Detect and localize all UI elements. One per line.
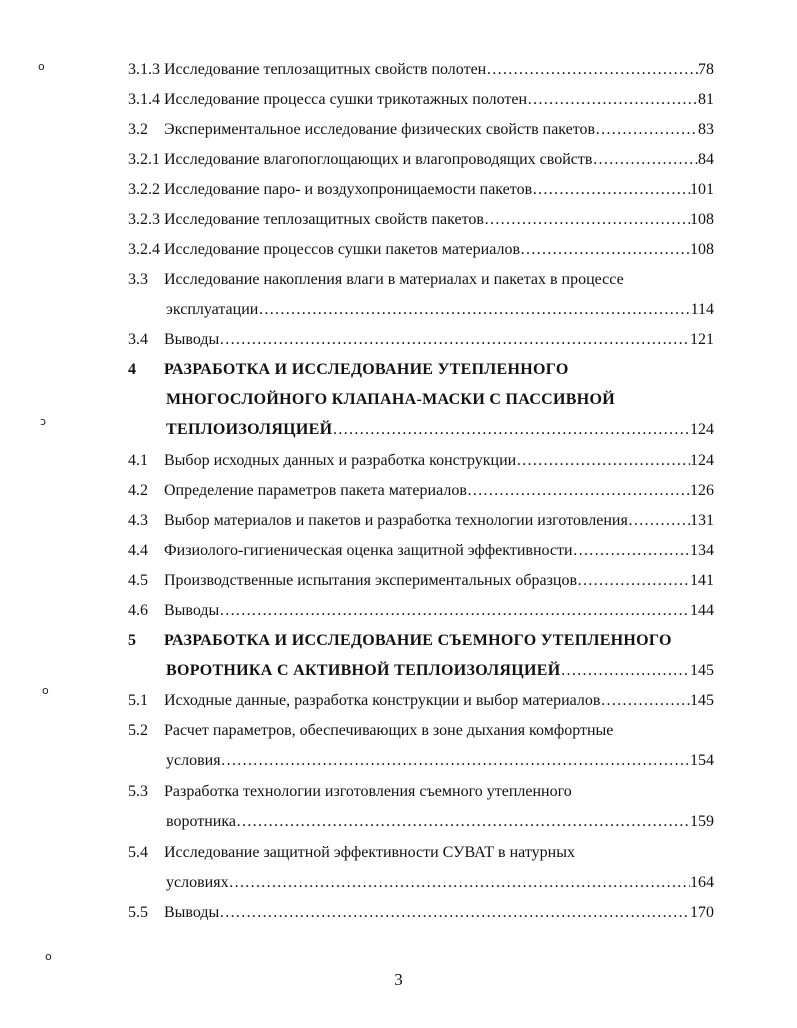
dot-leader xyxy=(573,541,690,561)
entry-page: 159 xyxy=(690,813,714,830)
toc-entry xyxy=(128,120,714,140)
entry-title: Производственные испытания экспериментальных образцов xyxy=(164,572,578,589)
toc-entry xyxy=(128,481,714,501)
page-number: 3 xyxy=(394,970,403,989)
margin-mark: ɔ xyxy=(40,415,47,428)
entry-number: 3.1.4 xyxy=(128,91,160,108)
entry-title: Исходные данные, разработка конструкции и выбор материалов xyxy=(164,692,601,709)
entry-title: Выбор материалов и пакетов и разработка технологии изготовления xyxy=(164,512,628,529)
entry-title-continuation: воротника xyxy=(166,813,236,830)
toc-entry xyxy=(128,631,714,651)
entry-number: 4.4 xyxy=(128,542,148,559)
entry-title: Исследование теплозащитных свойств пакетов xyxy=(164,211,484,228)
entry-page: 108 xyxy=(690,211,714,228)
entry-page: 145 xyxy=(690,692,714,709)
entry-title-continuation: условиях xyxy=(166,874,229,891)
entry-title: Выводы xyxy=(164,602,220,619)
entry-title: Физиолого-гигиеническая оценка защитной эффективности xyxy=(164,542,573,559)
entry-title: Определение параметров пакета материалов xyxy=(164,482,467,499)
toc-entry xyxy=(128,782,714,802)
entry-page: 121 xyxy=(690,331,714,348)
toc-entry-continuation xyxy=(128,812,714,832)
toc-entry xyxy=(128,150,714,170)
entry-page: 170 xyxy=(690,904,714,921)
toc-entry-continuation xyxy=(128,390,714,410)
entry-page: 145 xyxy=(690,662,714,679)
entry-page: 131 xyxy=(690,512,714,529)
entry-page: 108 xyxy=(690,241,714,258)
dot-leader xyxy=(219,601,690,621)
entry-title: Расчет параметров, обеспечивающих в зоне дыхания комфортные xyxy=(164,722,614,739)
toc-entry xyxy=(128,843,714,863)
dot-leader xyxy=(221,751,690,771)
dot-leader xyxy=(467,481,690,501)
toc-entry xyxy=(128,691,714,711)
toc-entry xyxy=(128,511,714,531)
entry-page: 126 xyxy=(690,482,714,499)
dot-leader xyxy=(332,420,690,440)
entry-title: Исследование защитной эффективности СУВАТ в натурных xyxy=(164,844,575,861)
toc-entry-continuation xyxy=(128,420,714,440)
dot-leader xyxy=(516,451,690,471)
toc-entry-continuation xyxy=(128,751,714,771)
entry-number: 3.2 xyxy=(128,121,148,138)
dot-leader xyxy=(560,661,690,681)
entry-page: 141 xyxy=(690,572,714,589)
entry-title: Исследование теплозащитных свойств полотен xyxy=(164,61,487,78)
entry-title: РАЗРАБОТКА И ИССЛЕДОВАНИЕ СЪЕМНОГО УТЕПЛЕННОГО xyxy=(164,632,672,649)
entry-page: 144 xyxy=(690,602,714,619)
entry-number: 5 xyxy=(128,632,136,649)
dot-leader xyxy=(595,120,698,140)
toc-entry xyxy=(128,601,714,621)
entry-title: Исследование процесса сушки трикотажных полотен xyxy=(164,91,528,108)
toc-entry xyxy=(128,210,714,230)
entry-title: Выводы xyxy=(164,904,220,921)
dot-leader xyxy=(484,210,690,230)
toc-entry xyxy=(128,330,714,350)
entry-page: 101 xyxy=(690,181,714,198)
entry-page: 124 xyxy=(690,452,714,469)
toc-entry xyxy=(128,571,714,591)
toc-entry xyxy=(128,270,714,290)
toc-entry xyxy=(128,721,714,741)
toc-entry-continuation xyxy=(128,661,714,681)
entry-number: 5.3 xyxy=(128,783,148,800)
entry-title: Экспериментальное исследование физических свойств пакетов xyxy=(164,121,596,138)
margin-mark: o xyxy=(42,684,49,697)
toc-entry xyxy=(128,60,714,80)
entry-title-continuation: ТЕПЛОИЗОЛЯЦИЕЙ xyxy=(166,421,333,438)
entry-page: 164 xyxy=(690,874,714,891)
dot-leader xyxy=(258,300,690,320)
dot-leader xyxy=(219,330,690,350)
entry-page: 83 xyxy=(698,121,714,138)
dot-leader xyxy=(532,180,690,200)
entry-title: Исследование накопления влаги в материалах и пакетах в процессе xyxy=(164,271,624,288)
entry-title: Выбор исходных данных и разработка конструкции xyxy=(164,452,517,469)
entry-number: 4.2 xyxy=(128,482,148,499)
dot-leader xyxy=(577,571,690,591)
entry-title: Разработка технологии изготовления съемного утепленного xyxy=(164,783,572,800)
entry-number: 3.3 xyxy=(128,271,148,288)
dot-leader xyxy=(236,812,690,832)
entry-page: 81 xyxy=(698,91,714,108)
entry-page: 78 xyxy=(698,61,714,78)
entry-title-continuation: условия xyxy=(166,752,221,769)
dot-leader xyxy=(527,90,698,110)
toc-entry xyxy=(128,180,714,200)
entry-title: Исследование паро- и воздухопроницаемости пакетов xyxy=(164,181,533,198)
entry-number: 5.2 xyxy=(128,722,148,739)
toc-entry xyxy=(128,541,714,561)
entry-number: 3.2.3 xyxy=(128,211,160,228)
toc-entry xyxy=(128,90,714,110)
entry-page: 114 xyxy=(690,301,714,318)
entry-page: 154 xyxy=(690,752,714,769)
entry-number: 4 xyxy=(128,361,136,378)
entry-title: РАЗРАБОТКА И ИССЛЕДОВАНИЕ УТЕПЛЕННОГО xyxy=(164,361,569,378)
entry-number: 4.6 xyxy=(128,602,148,619)
toc-entry-continuation xyxy=(128,300,714,320)
toc-entry-continuation xyxy=(128,873,714,893)
toc-entry xyxy=(128,240,714,260)
toc-entry xyxy=(128,451,714,471)
toc-entry xyxy=(128,903,714,923)
dot-leader xyxy=(628,511,690,531)
entry-number: 3.2.1 xyxy=(128,151,160,168)
margin-mark: o xyxy=(45,950,52,963)
dot-leader xyxy=(520,240,690,260)
dot-leader xyxy=(592,150,698,170)
entry-number: 3.2.2 xyxy=(128,181,160,198)
margin-mark: o xyxy=(38,60,45,73)
entry-page: 134 xyxy=(690,542,714,559)
entry-number: 3.2.4 xyxy=(128,241,160,258)
entry-number: 5.4 xyxy=(128,844,148,861)
entry-number: 4.1 xyxy=(128,452,148,469)
entry-title-continuation: ВОРОТНИКА С АКТИВНОЙ ТЕПЛОИЗОЛЯЦИЕЙ xyxy=(166,662,561,679)
entry-number: 4.3 xyxy=(128,512,148,529)
entry-number: 4.5 xyxy=(128,572,148,589)
entry-page: 124 xyxy=(690,421,714,438)
entry-page: 84 xyxy=(698,151,714,168)
toc-entry xyxy=(128,360,714,380)
dot-leader xyxy=(600,691,690,711)
entry-number: 5.1 xyxy=(128,692,148,709)
entry-title-continuation: эксплуатации xyxy=(166,301,259,318)
dot-leader xyxy=(486,60,698,80)
entry-number: 3.1.3 xyxy=(128,61,160,78)
entry-title-continuation: МНОГОСЛОЙНОГО КЛАПАНА-МАСКИ С ПАССИВНОЙ xyxy=(166,391,615,408)
entry-number: 5.5 xyxy=(128,904,148,921)
entry-title: Выводы xyxy=(164,331,220,348)
entry-title: Исследование процессов сушки пакетов материалов xyxy=(164,241,520,258)
dot-leader xyxy=(229,873,690,893)
entry-number: 3.4 xyxy=(128,331,148,348)
dot-leader xyxy=(219,903,690,923)
entry-title: Исследование влагопоглощающих и влагопроводящих свойств xyxy=(164,151,593,168)
